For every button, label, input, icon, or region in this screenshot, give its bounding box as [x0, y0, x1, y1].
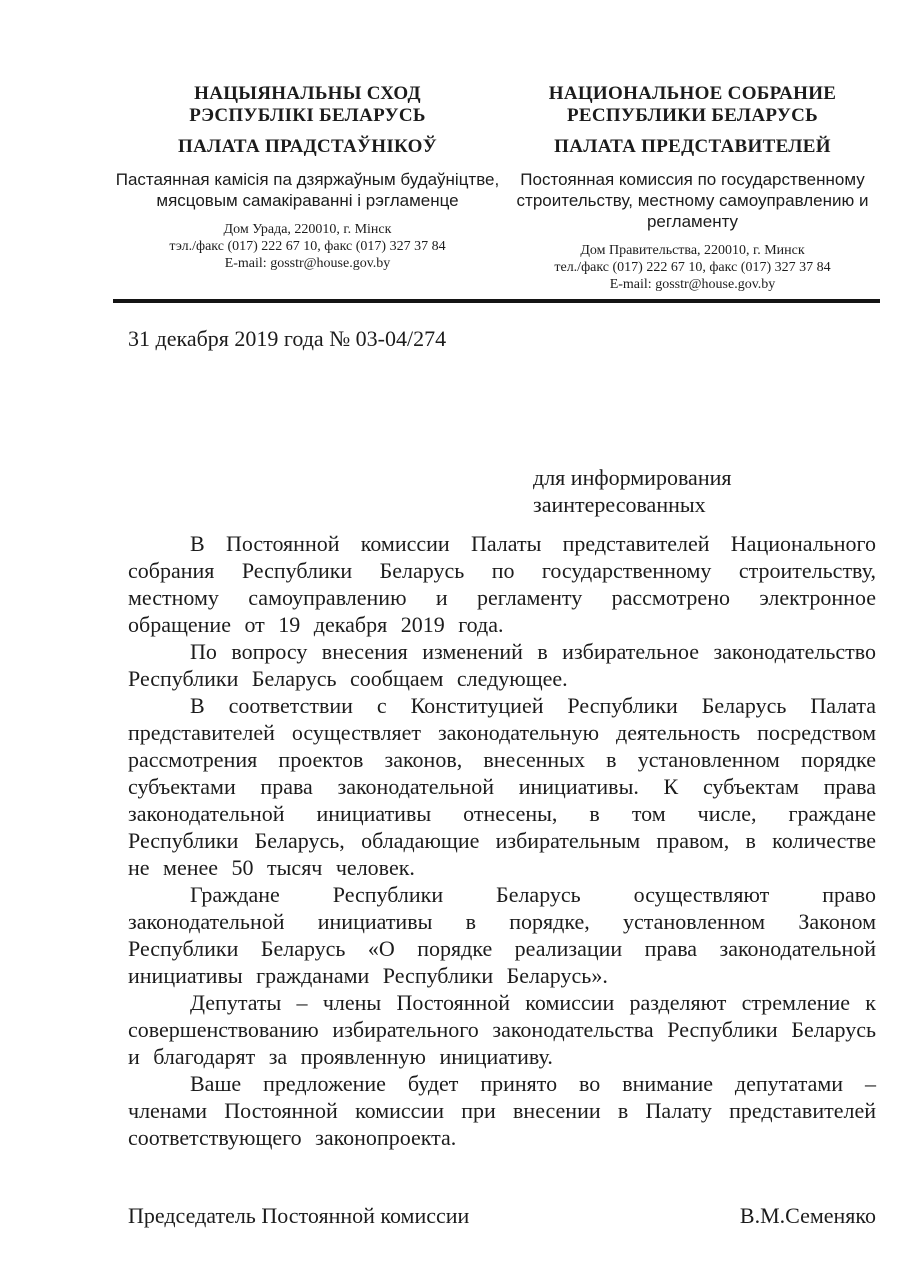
email-line-ru: E-mail: gosstr@house.gov.by	[609, 277, 776, 292]
address-block-by	[115, 221, 500, 272]
commission-name-by: Пастаянная камісія па дзяржаўным будаўніцтве, мясцовым самакіраванні і рэгламенце	[115, 170, 500, 210]
body-paragraph: По вопросу внесения изменений в избирательное законодательство Республики Беларусь сообщаем следующее.	[128, 639, 876, 691]
date-and-number: 31 декабря 2019 года № 03-04/274	[128, 326, 447, 351]
org-name-line1-ru: НАЦИОНАЛЬНОЕ СОБРАНИЕ	[548, 83, 837, 104]
letterhead	[115, 83, 885, 293]
letter-body	[128, 530, 876, 1151]
signer-name: В.М.Семеняко	[739, 1203, 876, 1228]
signer-title: Председатель Постоянной комиссии	[128, 1203, 470, 1228]
org-name-line2-ru: РЕСПУБЛИКИ БЕЛАРУСЬ	[567, 105, 818, 126]
body-paragraph: В соответствии с Конституцией Республики Беларусь Палата представителей осуществляет законодательную деятельность посредством рассмотрения проектов законов, внесенных в установленном порядке субъектами права законодательной инициативы. К субъектам права законодательной инициативы отнесены, в том числе, граждане Республики Беларусь, обладающие избирательным правом, в количестве не менее 50 тысяч человек.	[128, 693, 876, 880]
recipient-block	[533, 464, 876, 518]
body-paragraph: В Постоянной комиссии Палаты представителей Национального собрания Республики Беларусь по государственному строительству, местному самоуправлению и регламенту рассмотрено электронное обращение от 19 декабря 2019 года.	[128, 531, 876, 637]
signature-row	[128, 1202, 876, 1229]
address-line-by: Дом Урада, 220010, г. Мінск	[223, 222, 392, 237]
org-name-line1-by: НАЦЫЯНАЛЬНЫ СХОД	[194, 83, 421, 104]
body-paragraph: Граждане Республики Беларусь осуществляют право законодательной инициативы в порядке, установленном Законом Республики Беларусь «О порядке реализации права законодательной инициативы гражданами Республики Беларусь».	[128, 882, 876, 988]
letterhead-divider	[113, 299, 880, 303]
chamber-name-ru: ПАЛАТА ПРЕДСТАВИТЕЛЕЙ	[554, 136, 831, 157]
recipient-line1: для информирования	[533, 465, 732, 490]
body-paragraph: Ваше предложение будет принято во внимание депутатами – членами Постоянной комиссии при внесении в Палату представителей соответствующего законопроекта.	[128, 1071, 876, 1150]
phone-line-ru: тел./факс (017) 222 67 10, факс (017) 327 37 84	[554, 260, 831, 275]
email-line-by: E-mail: gosstr@house.gov.by	[224, 256, 391, 271]
body-paragraph: Депутаты – члены Постоянной комиссии разделяют стремление к совершенствованию избирательного законодательства Республики Беларусь и благодарят за проявленную инициативу.	[128, 990, 876, 1069]
chamber-name-by: ПАЛАТА ПРАДСТАЎНІКОЎ	[178, 136, 437, 157]
letterhead-russian	[500, 83, 885, 293]
phone-line-by: тэл./факс (017) 222 67 10, факс (017) 327 37 84	[169, 239, 446, 254]
letterhead-belarusian	[115, 83, 500, 293]
recipient-line2: заинтересованных	[533, 492, 706, 517]
address-line-ru: Дом Правительства, 220010, г. Минск	[580, 243, 805, 258]
org-name-line2-by: РЭСПУБЛІКІ БЕЛАРУСЬ	[189, 105, 426, 126]
commission-name-ru: Постоянная комиссия по государственному строительству, местному самоуправлению и регламенту	[516, 170, 869, 231]
address-block-ru	[500, 242, 885, 293]
